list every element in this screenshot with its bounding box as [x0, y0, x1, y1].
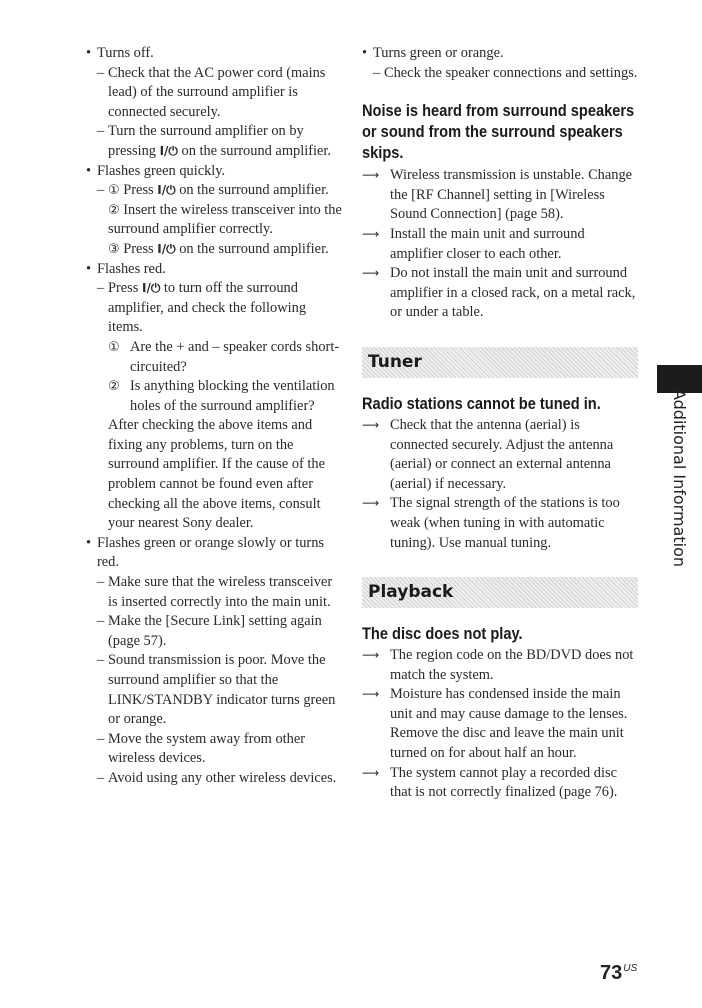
status-flashes-green-quickly: • Flashes green quickly. [86, 162, 344, 182]
arrow-icon: ⟶ [362, 226, 380, 241]
dash-mark: – [97, 652, 105, 669]
arrow-icon: ⟶ [362, 417, 380, 432]
step-number: ② [108, 379, 120, 395]
list-item: ⟶ The signal strength of the stations is too weak (when tuning in with automatic tuning). Use manual tuning. [362, 495, 620, 551]
power-icon: I/⏻ [159, 143, 178, 158]
section-heading: Noise is heard from surround speakers or sound from the surround speakers skips. [362, 101, 635, 163]
dash-mark: – [97, 123, 105, 140]
section-heading: The disc does not play. [362, 624, 523, 644]
list-item: ⟶ Moisture has condensed inside the main unit and may cause damage to the lenses. Remove the disc and leave the main unit turned on for about half an hour. [362, 686, 628, 762]
arrow-icon: ⟶ [362, 765, 380, 780]
step-number: ③ [108, 241, 120, 257]
right-column [362, 44, 638, 803]
dash-mark: – [97, 280, 105, 297]
dash-mark: – [97, 730, 105, 747]
dash-mark: – [97, 182, 105, 199]
page-suffix: US [623, 963, 638, 974]
step-number: ① [108, 339, 120, 355]
arrow-icon: ⟶ [362, 496, 380, 511]
list-item: – Make sure that the wireless transceiver is inserted correctly into the main unit. [97, 574, 333, 610]
dash-mark: – [97, 574, 105, 591]
list-item: – Make the [Secure Link] setting again (page 57). [97, 613, 322, 649]
banner-label: Tuner [368, 351, 422, 372]
list-item: – Turn the surround amplifier on by pressing I/⏻ on the surround amplifier. [97, 123, 331, 159]
power-icon: I/⏻ [141, 281, 161, 296]
section-banner-tuner [362, 347, 638, 378]
dash-mark: – [97, 769, 105, 786]
list-item: ⟶ The region code on the BD/DVD does not match the system. [362, 647, 634, 683]
list-item: ③ Press I/⏻ on the surround amplifier. [108, 240, 329, 257]
chapter-label: Additional Information [670, 388, 689, 568]
list-item: ⟶ Install the main unit and surround amplifier closer to each other. [362, 225, 585, 262]
section-banner-playback [362, 577, 638, 608]
solution-list [362, 416, 638, 553]
step-number: ① [108, 183, 120, 199]
list-item: ⟶ Do not install the main unit and surround amplifier in a closed rack, on a metal rack, or under a table. [362, 265, 636, 321]
list-item: ⟶ The system cannot play a recorded disc that is not correctly finalized (page 76). [362, 764, 618, 801]
dash-mark: – [97, 613, 105, 630]
dash-mark: – [373, 64, 381, 81]
list-item: ② Insert the wireless transceiver into the surround amplifier correctly. [108, 201, 342, 238]
power-icon: I/⏻ [157, 241, 176, 256]
dash-mark: – [97, 64, 105, 81]
list-item: ① Are the + and – speaker cords short-circuited? [108, 338, 340, 375]
page-number: $73^{US}$ [600, 962, 638, 984]
left-column [86, 44, 344, 789]
arrow-icon: ⟶ [362, 168, 380, 183]
status-flashes-red: • Flashes red. [86, 260, 344, 280]
list-item: ⟶ Wireless transmission is unstable. Change the [RF Channel] setting in [Wireless Sound Connection] (page 58). [362, 167, 633, 223]
status-flashes-slowly: • Flashes green or orange slowly or turns red. [86, 534, 344, 573]
power-icon: I/⏻ [157, 183, 176, 198]
list-item: – Press I/⏻ to turn off the surround amplifier, and check the following items. [97, 280, 307, 336]
note-paragraph: After checking the above items and fixing any problems, turn on the surround amplifier. If the cause of the problem cannot be found even after checking all the above items, consult your nearest Sony dealer. [108, 417, 325, 532]
arrow-icon: ⟶ [362, 687, 380, 702]
arrow-icon: ⟶ [362, 266, 380, 281]
list-item: – Check the speaker connections and settings. [362, 64, 638, 84]
list-item: – ① Press I/⏻ on the surround amplifier. [86, 181, 344, 201]
solution-list [362, 646, 638, 803]
list-item: – Move the system away from other wireless devices. [97, 730, 306, 767]
list-item: – Check that the AC power cord (mains lead) of the surround amplifier is connected securely. [97, 64, 326, 120]
list-item: – Sound transmission is poor. Move the surround amplifier so that the LINK/STANDBY indicator turns green or orange. [97, 652, 336, 728]
list-item: ⟶ Check that the antenna (aerial) is connected securely. Adjust the antenna (aerial) or connect an external antenna (aerial) if necessary. [362, 416, 614, 492]
list-item: ② Is anything blocking the ventilation holes of the surround amplifier? [108, 378, 335, 414]
banner-label: Playback [368, 582, 454, 603]
list-item: – Avoid using any other wireless devices. [86, 769, 344, 789]
arrow-icon: ⟶ [362, 648, 380, 663]
status-turns-off: • Turns off. [86, 44, 344, 64]
section-heading: Radio stations cannot be tuned in. [362, 393, 601, 413]
status-turns-green-orange: • Turns green or orange. [362, 44, 638, 64]
solution-list [362, 166, 638, 323]
step-number: ② [108, 202, 120, 218]
